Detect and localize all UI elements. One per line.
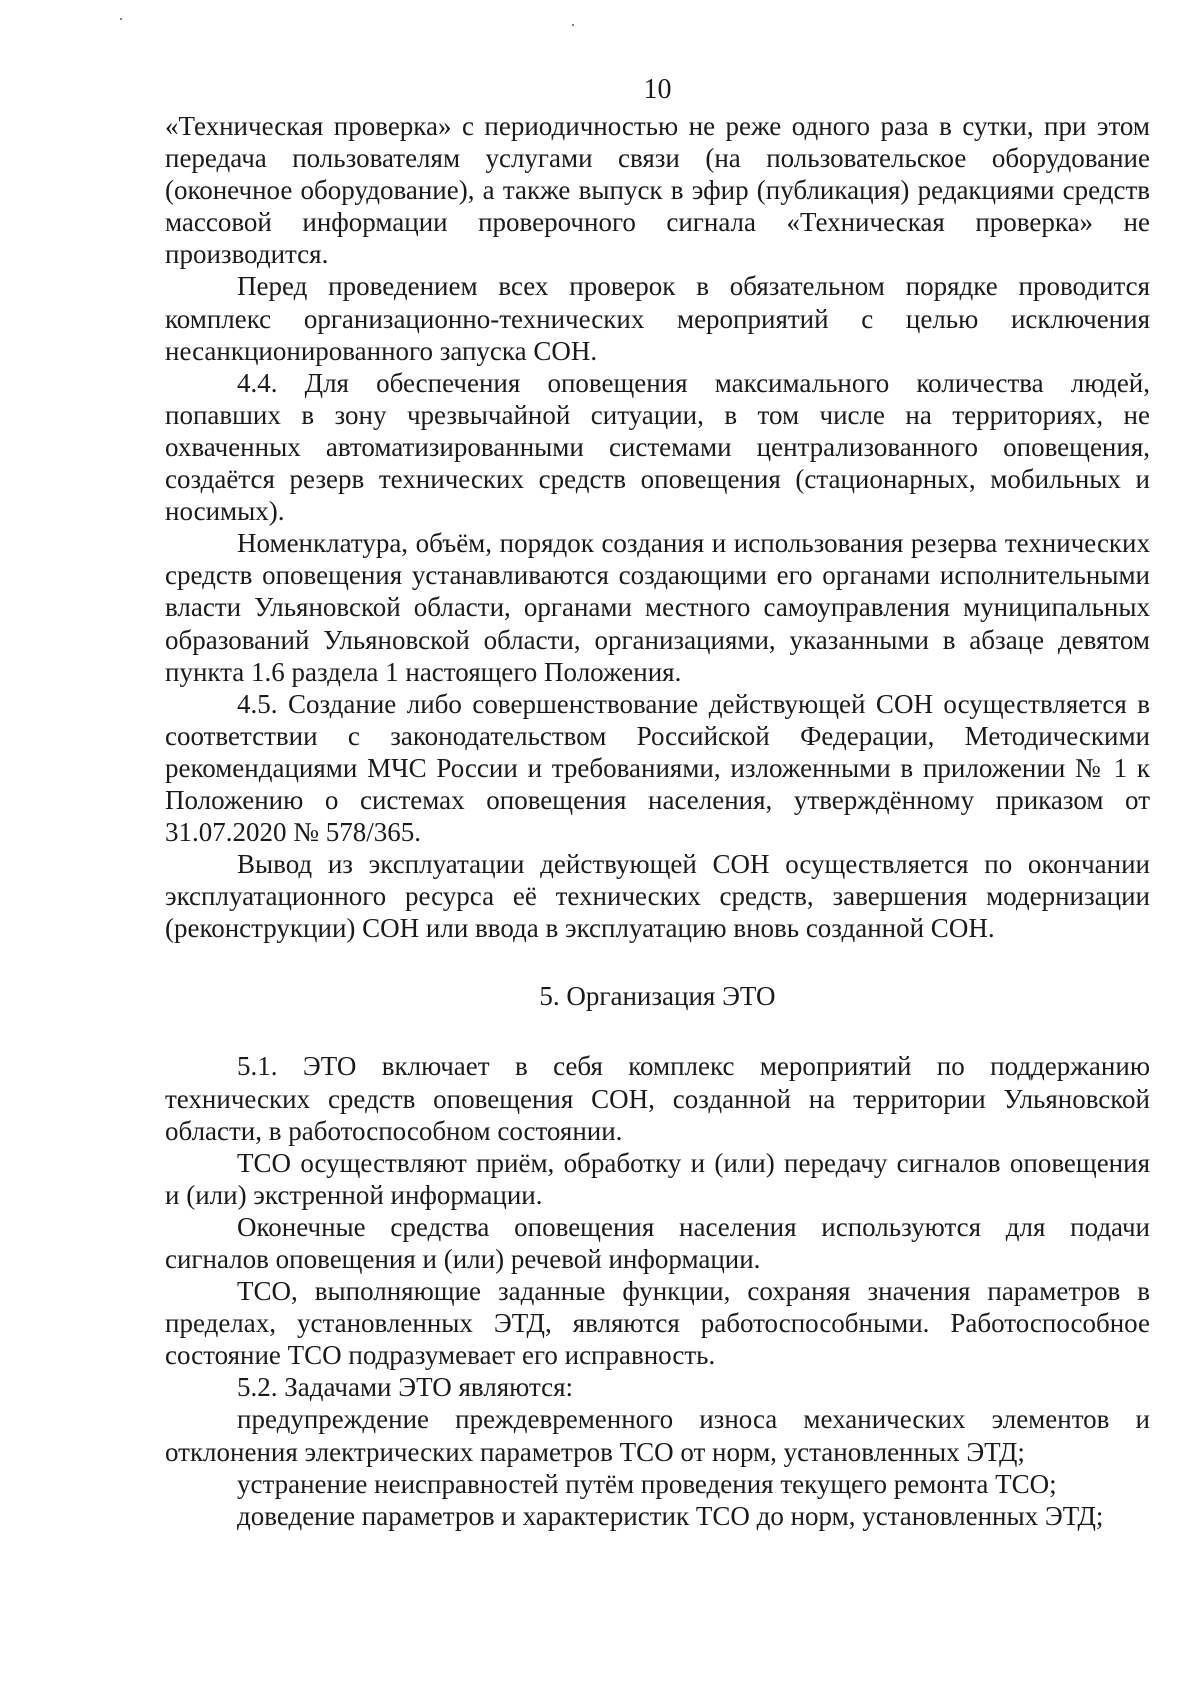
- body-text-top: [165, 110, 1150, 944]
- paragraph: ТСО осуществляют приём, обработку и (или) передачу сигналов оповещения и (или) экстренной информации.: [165, 1147, 1150, 1210]
- paragraph: ТСО, выполняющие заданные функции, сохраняя значения параметров в пределах, установленных ЭТД, являются работоспособными. Работоспособное состояние ТСО подразумевает его исправность.: [165, 1276, 1150, 1371]
- paragraph-clause-4-4: 4.4. Для обеспечения оповещения максимального количества людей, попавших в зону чрезвычайной ситуации, в том числе на территориях, не охваченных автоматизированными системами централизованного оповещения, создаётся резерв технических средств оповещения (стационарных, мобильных и носимых).: [165, 367, 1150, 527]
- list-item: доведение параметров и характеристик ТСО до норм, установленных ЭТД;: [237, 1500, 1104, 1531]
- paragraph: Номенклатура, объём, порядок создания и использования резерва технических средств оповещения устанавливаются создающими его органами исполнительными власти Ульяновской области, органами местного самоуправления муниципальных образований Ульяновской области, организациями, указанными в абзаце девятом пункта 1.6 раздела 1 настоящего Положения.: [165, 528, 1150, 687]
- paragraph: «Техническая проверка» с периодичностью не реже одного раза в сутки, при этом передача пользователям услугами связи (на пользовательское оборудование (оконечное оборудование), а также выпуск в эфир (публикация) редакциями средств массовой информации проверочного сигнала «Техническая проверка» не производится.: [165, 111, 1150, 270]
- paragraph: Оконечные средства оповещения населения используются для подачи сигналов оповещения и (или) речевой информации.: [165, 1211, 1150, 1274]
- scan-dust-speck: [572, 24, 574, 26]
- document-page: [165, 70, 1150, 1532]
- paragraph-clause-4-5: 4.5. Создание либо совершенствование действующей СОН осуществляется в соответствии с законодательством Российской Федерации, Методическими рекомендациями МЧС России и требованиями, изложенными в приложении № 1 к Положению о системах оповещения населения, утверждённому приказом от 31.07.2020 № 578/365.: [165, 688, 1150, 848]
- list-item: предупреждение преждевременного износа механических элементов и отклонения электрических параметров ТСО от норм, установленных ЭТД;: [165, 1404, 1150, 1467]
- paragraph: Вывод из эксплуатации действующей СОН осуществляется по окончании эксплуатационного ресурса её технических средств, завершения модернизации (реконструкции) СОН или ввода в эксплуатацию вновь созданной СОН.: [165, 849, 1150, 944]
- paragraph-clause-5-1: 5.1. ЭТО включает в себя комплекс мероприятий по поддержанию технических средств оповещения СОН, созданной на территории Ульяновской области, в работоспособном состоянии.: [165, 1051, 1150, 1146]
- paragraph-clause-5-2: 5.2. Задачами ЭТО являются:: [237, 1372, 574, 1403]
- body-text-bottom: [165, 1050, 1150, 1531]
- scan-dust-speck: [120, 18, 122, 20]
- section-heading: 5. Организация ЭТО: [539, 981, 776, 1012]
- list-item: устранение неисправностей путём проведения текущего ремонта ТСО;: [237, 1468, 1057, 1499]
- paragraph: Перед проведением всех проверок в обязательном порядке проводится комплекс организационно-технических мероприятий с целью исключения несанкционированного запуска СОН.: [165, 271, 1150, 366]
- page-number: 10: [643, 74, 672, 105]
